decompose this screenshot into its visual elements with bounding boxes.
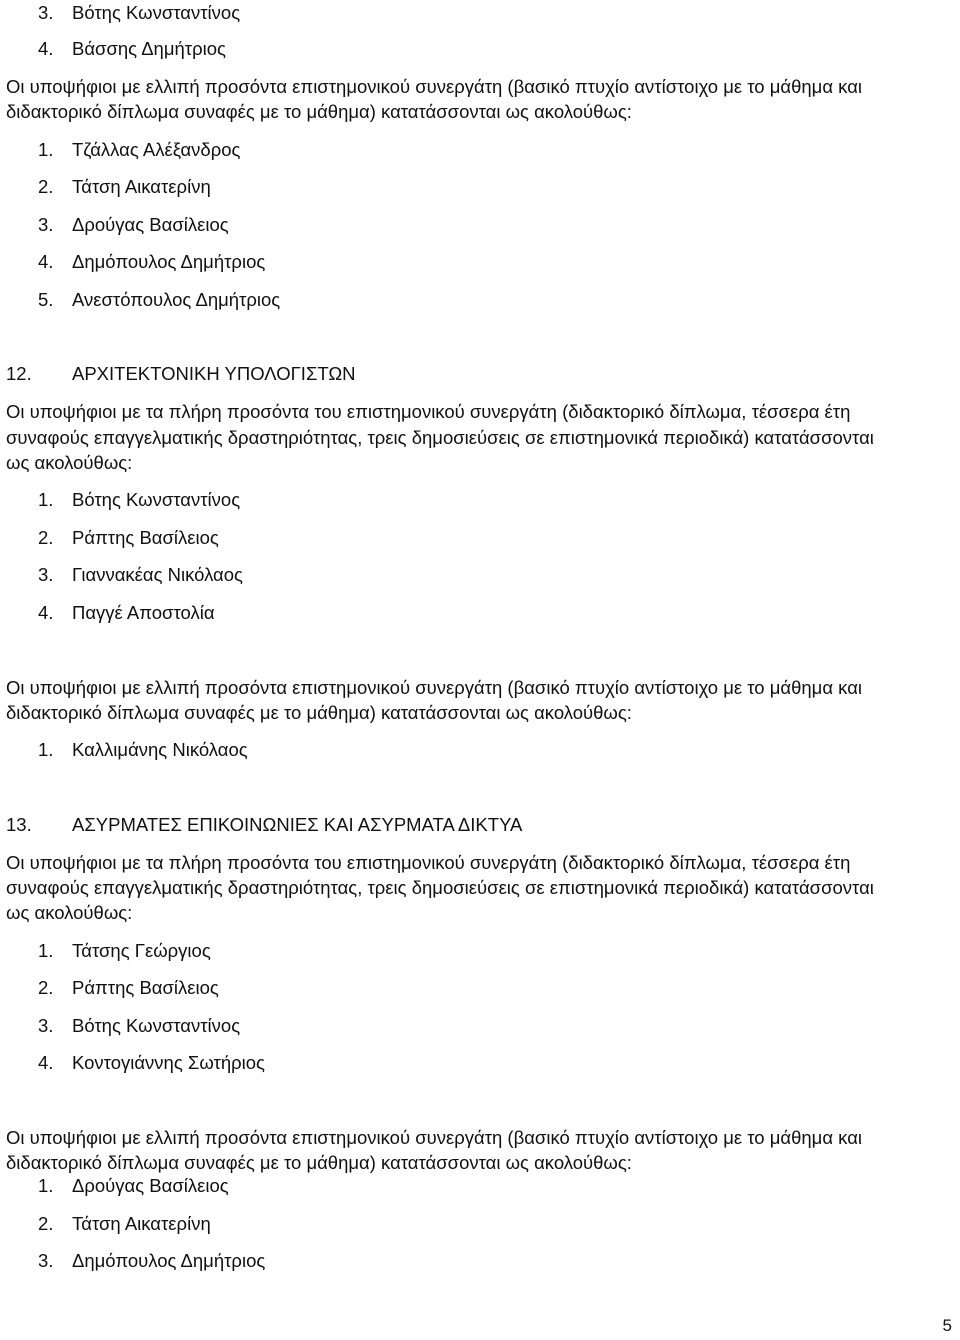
list-item: [38, 1248, 960, 1274]
list-number: 4.: [38, 1052, 54, 1073]
list-item: [38, 36, 960, 62]
list-item: [38, 174, 960, 200]
list-number: 4.: [38, 38, 54, 59]
candidate-name: Κοντογιάννης Σωτήριος: [72, 1052, 265, 1073]
candidate-name: Ράπτης Βασίλειος: [72, 977, 219, 998]
candidate-name: Βότης Κωνσταντίνος: [72, 489, 241, 510]
section-title: ΑΡΧΙΤΕΚΤΟΝΙΚΗ ΥΠΟΛΟΓΙΣΤΩΝ: [72, 363, 356, 384]
candidate-name: Γιαννακέας Νικόλαος: [72, 564, 243, 585]
list-number: 1.: [38, 489, 54, 510]
list-item: [38, 1173, 960, 1199]
paragraph-line: ως ακολούθως:: [6, 452, 133, 473]
list-number: 3.: [38, 564, 54, 585]
list-number: 4.: [38, 602, 54, 623]
paragraph-line: διδακτορικό δίπλωμα συναφές με το μάθημα) κατατάσσονται ως ακολούθως:: [6, 101, 632, 122]
list-item: [38, 249, 960, 275]
list-item: [38, 287, 960, 313]
section-heading: [6, 812, 960, 838]
list-number: 1.: [38, 739, 54, 760]
list-number: 1.: [38, 1175, 54, 1196]
section-heading: [6, 361, 960, 387]
list-item: [38, 938, 960, 964]
list-number: 4.: [38, 251, 54, 272]
section-number: 13.: [6, 814, 32, 835]
list-item: [38, 487, 960, 513]
paragraph-line: Οι υποψήφιοι με τα πλήρη προσόντα του επιστημονικού συνεργάτη (διδακτορικό δίπλωμα, τέσσερα έτη: [6, 852, 851, 873]
candidate-name: Δρούγας Βασίλειος: [72, 214, 229, 235]
candidate-name: Βότης Κωνσταντίνος: [72, 1015, 241, 1036]
list-number: 2.: [38, 977, 54, 998]
list-item: [38, 975, 960, 1001]
candidate-name: Δημόπουλος Δημήτριος: [72, 251, 266, 272]
paragraph-line: Οι υποψήφιοι με ελλιπή προσόντα επιστημονικού συνεργάτη (βασικό πτυχίο αντίστοιχο με το μάθημα και: [6, 677, 862, 698]
section-number: 12.: [6, 363, 32, 384]
candidate-name: Τζάλλας Αλέξανδρος: [72, 139, 241, 160]
list-number: 1.: [38, 139, 54, 160]
candidate-name: Δρούγας Βασίλειος: [72, 1175, 229, 1196]
paragraph-line: συναφούς επαγγελματικής δραστηριότητας, τρεις δημοσιεύσεις σε επιστημονικά περιοδικά) κατατάσσονται: [6, 427, 874, 448]
list-number: 3.: [38, 1015, 54, 1036]
candidate-name: Τάτση Αικατερίνη: [72, 1213, 211, 1234]
list-number: 1.: [38, 940, 54, 961]
candidate-name: Παγγέ Αποστολία: [72, 602, 215, 623]
candidate-name: Βότης Κωνσταντίνος: [72, 2, 241, 23]
list-item: [38, 1050, 960, 1076]
paragraph-line: Οι υποψήφιοι με τα πλήρη προσόντα του επιστημονικού συνεργάτη (διδακτορικό δίπλωμα, τέσσερα έτη: [6, 401, 851, 422]
list-item: [38, 212, 960, 238]
list-number: 5.: [38, 289, 54, 310]
list-item: [38, 1211, 960, 1237]
list-number: 2.: [38, 1213, 54, 1234]
list-number: 3.: [38, 214, 54, 235]
list-item: [38, 525, 960, 551]
list-number: 3.: [38, 2, 54, 23]
paragraph-line: Οι υποψήφιοι με ελλιπή προσόντα επιστημονικού συνεργάτη (βασικό πτυχίο αντίστοιχο με το μάθημα και: [6, 1127, 862, 1148]
paragraph-line: Οι υποψήφιοι με ελλιπή προσόντα επιστημονικού συνεργάτη (βασικό πτυχίο αντίστοιχο με το μάθημα και: [6, 76, 862, 97]
section-title: ΑΣΥΡΜΑΤΕΣ ΕΠΙΚΟΙΝΩΝΙΕΣ ΚΑΙ ΑΣΥΡΜΑΤΑ ΔΙΚΤΥΑ: [72, 814, 523, 835]
list-number: 2.: [38, 527, 54, 548]
paragraph-line: ως ακολούθως:: [6, 902, 133, 923]
candidate-name: Βάσσης Δημήτριος: [72, 38, 226, 59]
page-number: 5: [942, 1316, 952, 1335]
paragraph-line: διδακτορικό δίπλωμα συναφές με το μάθημα) κατατάσσονται ως ακολούθως:: [6, 1152, 632, 1173]
list-number: 2.: [38, 176, 54, 197]
candidate-name: Ράπτης Βασίλειος: [72, 527, 219, 548]
list-number: 3.: [38, 1250, 54, 1271]
list-item: [38, 137, 960, 163]
list-item: [38, 0, 960, 26]
candidate-name: Ανεστόπουλος Δημήτριος: [72, 289, 281, 310]
candidate-name: Δημόπουλος Δημήτριος: [72, 1250, 266, 1271]
list-item: [38, 600, 960, 626]
candidate-name: Τάτση Αικατερίνη: [72, 176, 211, 197]
paragraph-line: συναφούς επαγγελματικής δραστηριότητας, τρεις δημοσιεύσεις σε επιστημονικά περιοδικά) κατατάσσονται: [6, 877, 874, 898]
list-item: [38, 1013, 960, 1039]
list-item: [38, 562, 960, 588]
candidate-name: Καλλιμάνης Νικόλαος: [72, 739, 248, 760]
list-item: [38, 737, 960, 763]
paragraph-line: διδακτορικό δίπλωμα συναφές με το μάθημα) κατατάσσονται ως ακολούθως:: [6, 702, 632, 723]
candidate-name: Τάτσης Γεώργιος: [72, 940, 211, 961]
